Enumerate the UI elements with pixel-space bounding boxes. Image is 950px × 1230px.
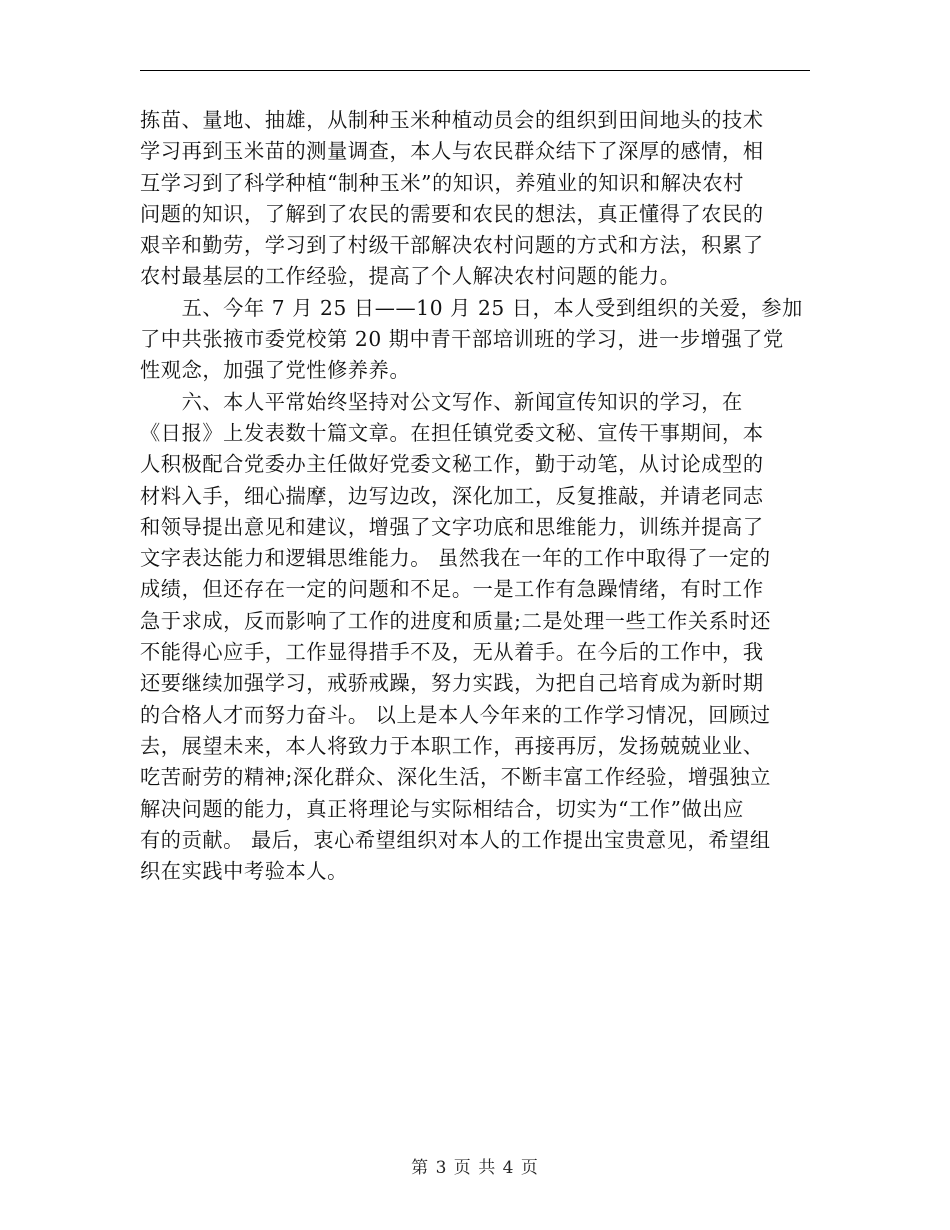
text-line: 五、今年 7 月 25 日——10 月 25 日，本人受到组织的关爱，参加 (140, 295, 803, 320)
text-line: 织在实践中考验本人。 (140, 859, 348, 884)
text-line: 不能得心应手，工作显得措手不及，无从着手。在今后的工作中，我 (140, 640, 764, 665)
text-line: 六、本人平常始终坚持对公文写作、新闻宣传知识的学习，在 (140, 389, 743, 414)
text-line: 的合格人才而努力奋斗。 以上是本人今年来的工作学习情况，回顾过 (140, 702, 771, 727)
text-line: 有的贡献。 最后，衷心希望组织对本人的工作提出宝贵意见，希望组 (140, 827, 771, 852)
document-body (140, 105, 812, 887)
text-line: 学习再到玉米苗的测量调查，本人与农民群众结下了深厚的感情，相 (140, 139, 764, 164)
text-line: 艰辛和勤劳，学习到了村级干部解决农村问题的方式和方法，积累了 (140, 233, 764, 258)
text-line: 农村最基层的工作经验，提高了个人解决农村问题的能力。 (140, 264, 681, 289)
text-line: 成绩，但还存在一定的问题和不足。一是工作有急躁情绪，有时工作 (140, 577, 764, 602)
text-line: 人积极配合党委办主任做好党委文秘工作，勤于动笔，从讨论成型的 (140, 452, 764, 477)
text-line: 和领导提出意见和建议，增强了文字功底和思维能力，训练并提高了 (140, 514, 764, 539)
header-rule (140, 70, 810, 71)
text-line: 急于求成，反而影响了工作的进度和质量;二是处理一些工作关系时还 (140, 608, 772, 633)
text-line: 性观念，加强了党性修养养。 (140, 358, 411, 383)
text-line: 吃苦耐劳的精神;深化群众、深化生活，不断丰富工作经验，增强独立 (140, 765, 772, 790)
text-line: 互学习到了科学种植“制种玉米”的知识，养殖业的知识和解决农村 (140, 170, 744, 195)
text-line: 拣苗、量地、抽雄，从制种玉米种植动员会的组织到田间地头的技术 (140, 108, 764, 132)
text-line: 文字表达能力和逻辑思维能力。 虽然我在一年的工作中取得了一定的 (140, 546, 771, 571)
text-line: 材料入手，细心揣摩，边写边改，深化加工，反复推敲，并请老同志 (140, 483, 764, 508)
text-line: 了中共张掖市委党校第 20 期中青干部培训班的学习，进一步增强了党 (140, 327, 784, 352)
page-number-footer: 第 3 页 共 4 页 (411, 1158, 539, 1178)
text-line: 解决问题的能力，真正将理论与实际相结合，切实为“工作”做出应 (140, 796, 744, 821)
text-line: 去，展望未来，本人将致力于本职工作，再接再厉，发扬兢兢业业、 (140, 733, 764, 758)
text-line: 《日报》上发表数十篇文章。在担任镇党委文秘、宣传干事期间，本 (140, 420, 764, 445)
text-line: 还要继续加强学习，戒骄戒躁，努力实践，为把自己培育成为新时期 (140, 671, 764, 696)
text-line: 问题的知识，了解到了农民的需要和农民的想法，真正懂得了农民的 (140, 201, 764, 226)
